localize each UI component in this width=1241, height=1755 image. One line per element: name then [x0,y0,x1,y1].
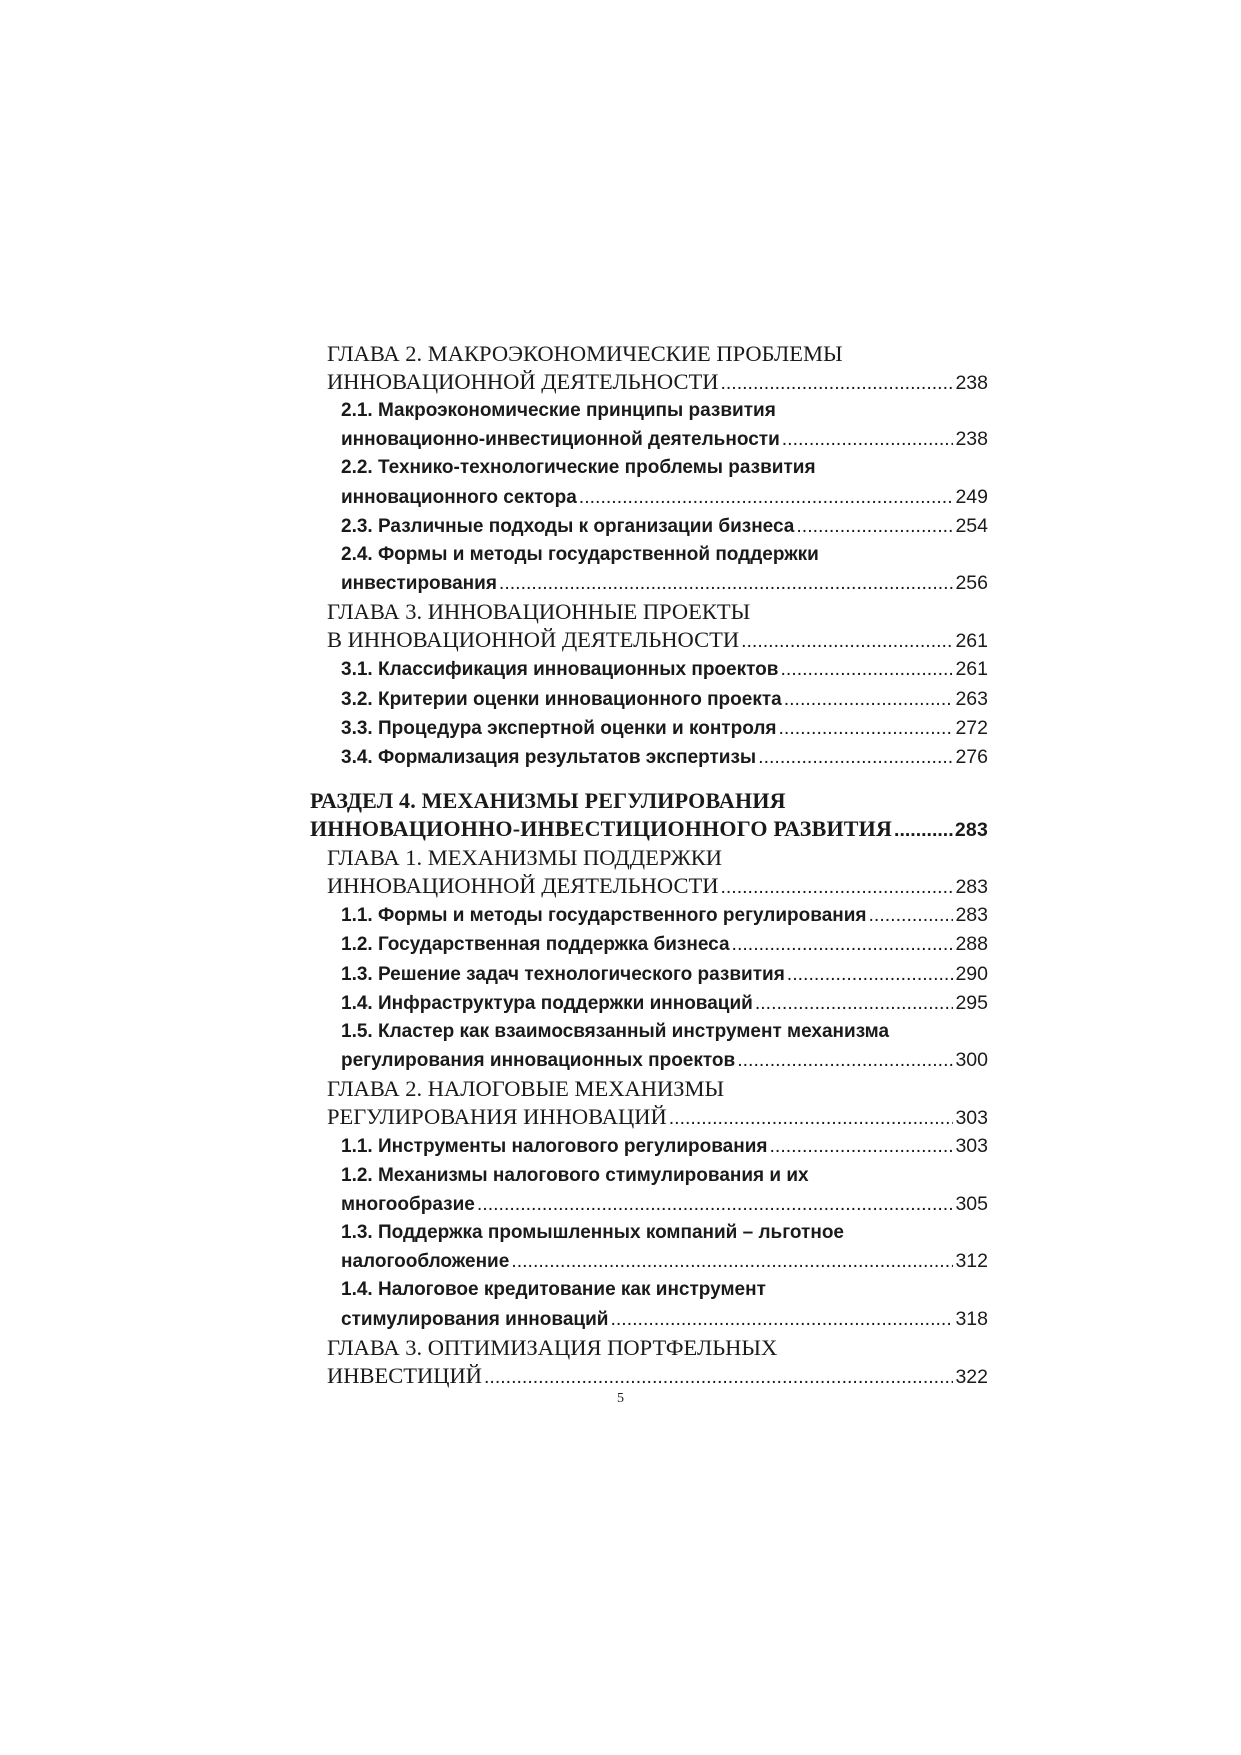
page-ref: 272 [955,716,988,739]
page-ref: 288 [955,933,988,956]
toc-chapter-entry[interactable]: ИНВЕСТИЦИЙ ..... 322 [310,1362,988,1391]
page-ref: 238 [955,428,988,451]
dot-leader [499,569,954,597]
page-ref: 249 [955,485,988,508]
page-ref: 305 [955,1192,988,1215]
toc-section-entry[interactable]: 1.1. Формы и методы государственного регулирования ..... 283 [310,901,988,930]
page-ref: 300 [955,1049,988,1072]
page-ref: 290 [955,962,988,985]
dot-leader [784,685,954,713]
dot-leader [732,930,954,958]
page-ref: 303 [955,1107,988,1130]
toc-section-entry[interactable]: 3.1. Классификация инновационных проектов ..... 261 [310,655,988,684]
page-ref: 256 [955,572,988,595]
toc-section-title: 2.2. Технико-технологические проблемы развития [341,457,816,479]
dot-leader [769,1132,953,1160]
toc-section-entry[interactable]: 1.4. Инфраструктура поддержки инноваций ..... 295 [310,989,988,1018]
dot-leader [477,1190,954,1218]
toc-section-entry[interactable]: 1.3. Решение задач технологического развития ..... 290 [310,960,988,989]
page-ref: 261 [955,630,988,653]
dot-leader [511,1247,953,1275]
toc-section-title: 1.3. Поддержка промышленных компаний – льготное [341,1222,844,1244]
page-number: 5 [617,1391,624,1406]
toc-section-entry[interactable]: 1.1. Инструменты налогового регулирования ..... 303 [310,1132,988,1161]
page-ref: 254 [955,514,988,537]
toc-chapter-entry[interactable]: ИННОВАЦИОННОЙ ДЕЯТЕЛЬНОСТИ ..... 283 [310,872,988,901]
toc-chapter-entry[interactable]: ИННОВАЦИОННОЙ ДЕЯТЕЛЬНОСТИ ..... 238 [310,368,988,397]
page-ref: 312 [955,1250,988,1273]
dot-leader [484,1363,953,1391]
page-ref: 263 [955,687,988,710]
dot-leader [782,425,954,453]
dot-leader [779,714,954,742]
toc-section-entry[interactable]: инновационного сектора ..... 249 [310,483,988,512]
toc-section-title: 1.4. Налоговое кредитование как инструмент [341,1279,766,1301]
toc-section-title: 2.1. Макроэкономические принципы развития [341,400,776,421]
toc-section-entry[interactable]: 1.2. Государственная поддержка бизнеса ..... 288 [310,930,988,959]
dot-leader [755,989,954,1017]
toc-chapter-title: ГЛАВА 3. ИННОВАЦИОННЫЕ ПРОЕКТЫ [327,599,751,625]
dot-leader [579,483,954,511]
page-ref: 283 [955,904,988,927]
toc-chapter-title: ГЛАВА 2. МАКРОЭКОНОМИЧЕСКИЕ ПРОБЛЕМЫ [327,341,843,366]
toc-section-entry[interactable]: 3.2. Критерии оценки инновационного проекта ..... 263 [310,685,988,714]
dot-leader [894,816,953,844]
toc-section-title: 1.5. Кластер как взаимосвязанный инструмент механизма [341,1021,890,1043]
toc-section-entry[interactable]: стимулирования инноваций ..... 318 [310,1305,988,1334]
toc-part-entry[interactable]: ИННОВАЦИОННО-ИНВЕСТИЦИОННОГО РАЗВИТИЯ ..... 283 [310,815,988,844]
toc-chapter-entry[interactable]: РЕГУЛИРОВАНИЯ ИННОВАЦИЙ ..... 303 [310,1103,988,1132]
page-ref: 295 [955,991,988,1014]
toc-part-block [310,787,988,844]
page-ref: 283 [954,819,988,842]
toc-section-title: 1.2. Механизмы налогового стимулирования и их [341,1164,809,1186]
toc-section-entry[interactable]: налогообложение ..... 312 [310,1247,988,1276]
toc-section-entry[interactable]: регулирования инновационных проектов ..... 300 [310,1046,988,1075]
toc-section-entry[interactable]: 2.3. Различные подходы к организации бизнеса ..... 254 [310,512,988,541]
toc-chapter-title: ГЛАВА 1. МЕХАНИЗМЫ ПОДДЕРЖКИ [327,845,723,871]
page-ref: 276 [955,746,988,769]
toc-chapter-title: ГЛАВА 3. ОПТИМИЗАЦИЯ ПОРТФЕЛЬНЫХ [327,1334,778,1360]
page-ref: 322 [955,1365,988,1388]
toc-section-entry[interactable]: 3.4. Формализация результатов экспертизы ..... 276 [310,743,988,772]
dot-leader [737,1046,953,1074]
toc-section-entry[interactable]: 3.3. Процедура экспертной оценки и контроля ..... 272 [310,714,988,743]
dot-leader [720,873,953,901]
toc-chapter-title: ГЛАВА 2. НАЛОГОВЫЕ МЕХАНИЗМЫ [327,1076,725,1102]
page-ref: 303 [955,1135,988,1158]
toc-part-title: РАЗДЕЛ 4. МЕХАНИЗМЫ РЕГУЛИРОВАНИЯ [310,788,786,814]
dot-leader [780,655,953,683]
dot-leader [869,901,954,929]
toc-section-entry[interactable]: многообразие ..... 305 [310,1190,988,1219]
page-ref: 238 [955,372,988,394]
table-of-contents [310,340,988,1391]
dot-leader [610,1305,953,1333]
dot-leader [758,743,953,771]
dot-leader [720,369,953,397]
toc-section-entry[interactable]: инновационно-инвестиционной деятельности ..... 238 [310,425,988,454]
dot-leader [796,512,953,540]
page-ref: 283 [955,876,988,899]
dot-leader [787,960,954,988]
toc-section-title: 2.4. Формы и методы государственной поддержки [341,544,819,566]
dot-leader [669,1104,954,1132]
dot-leader [741,627,953,655]
toc-chapter-entry[interactable]: В ИННОВАЦИОННОЙ ДЕЯТЕЛЬНОСТИ ..... 261 [310,626,988,655]
toc-section-entry[interactable]: инвестирования ..... 256 [310,569,988,598]
page-ref: 261 [955,658,988,681]
page-ref: 318 [955,1307,988,1330]
